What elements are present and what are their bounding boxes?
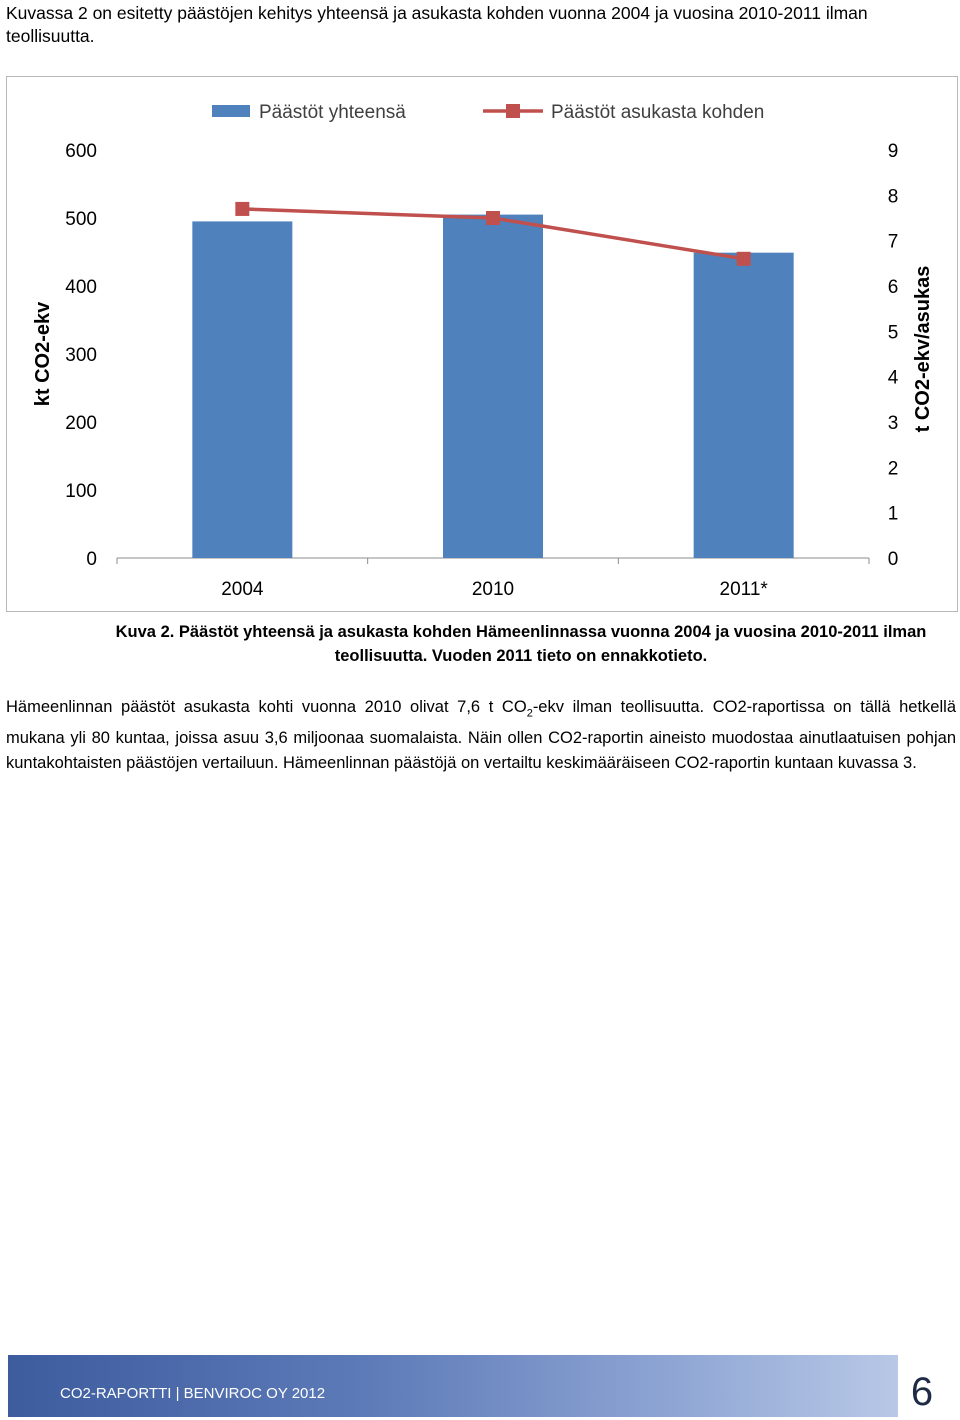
y2-axis-title: t CO2-ekv/asukas (912, 265, 934, 433)
line-marker (737, 252, 751, 266)
legend-swatch-marker (506, 104, 520, 118)
x-tick-label: 2010 (471, 579, 515, 600)
legend-swatch-bars (212, 105, 250, 117)
y-tick-label: 300 (65, 345, 97, 366)
y2-tick-label: 4 (887, 367, 899, 389)
line-marker (486, 211, 500, 225)
y2-tick-label: 9 (887, 141, 899, 162)
body-text-part1: Hämeenlinnan päästöt asukasta kohti vuonna 2010 olivat 7,6 t CO (6, 698, 527, 716)
body-text-part2: -ekv ilman teollisuutta. CO2-raportissa on tällä hetkellä mukana yli 80 kuntaa, joissa asuu 3,6 miljoonaa suomalaista. Näin ollen CO2-raportin aineisto muodostaa ainutlaatuisen pohjan kuntakohtaisten päästöjen vertailuun. Hämeenlinnan päästöjä on vertailtu keskimääräiseen CO2-raportin kuntaan kuvassa 3. (6, 698, 956, 773)
y-tick-label: 0 (86, 549, 97, 570)
y2-tick-label: 0 (887, 549, 899, 570)
line-marker (235, 202, 249, 216)
body-subscript: 2 (526, 707, 533, 720)
bar (694, 253, 794, 558)
figure-caption: Kuva 2. Päästöt yhteensä ja asukasta kohden Hämeenlinnassa vuonna 2004 ja vuosina 2010-2011 ilman teollisuutta. Vuoden 2011 tieto on ennakkotieto. (115, 623, 927, 665)
combo-chart (7, 77, 957, 611)
intro-paragraph: Kuvassa 2 on esitetty päästöjen kehitys yhteensä ja asukasta kohden vuonna 2004 ja vuosina 2010-2011 ilman teollisuutta. (6, 3, 868, 46)
y2-tick-label: 8 (887, 186, 899, 208)
x-tick-label: 2011* (719, 579, 768, 600)
y-tick-label: 500 (65, 209, 97, 230)
y2-tick-label: 7 (887, 231, 899, 253)
y-tick-label: 400 (65, 277, 97, 298)
bar (192, 221, 292, 558)
legend-label-bars: Päästöt yhteensä (259, 102, 406, 123)
y-axis-title: kt CO2-ekv (32, 301, 54, 407)
y-tick-label: 600 (65, 141, 97, 162)
y2-tick-label: 6 (887, 277, 899, 298)
y2-tick-label: 5 (887, 322, 899, 344)
y2-tick-label: 1 (887, 503, 899, 525)
body-paragraph (6, 695, 956, 776)
y2-tick-label: 2 (887, 458, 899, 480)
bar (443, 215, 543, 558)
chart-container (6, 76, 958, 612)
y-tick-label: 200 (65, 413, 97, 434)
x-tick-label: 2004 (221, 579, 264, 600)
y2-tick-label: 3 (887, 413, 899, 434)
footer-label: CO2-RAPORTTI | BENVIROC OY 2012 (60, 1385, 326, 1402)
legend-label-line: Päästöt asukasta kohden (551, 102, 765, 123)
page-number: 6 (910, 1370, 934, 1414)
y-tick-label: 100 (65, 481, 97, 502)
